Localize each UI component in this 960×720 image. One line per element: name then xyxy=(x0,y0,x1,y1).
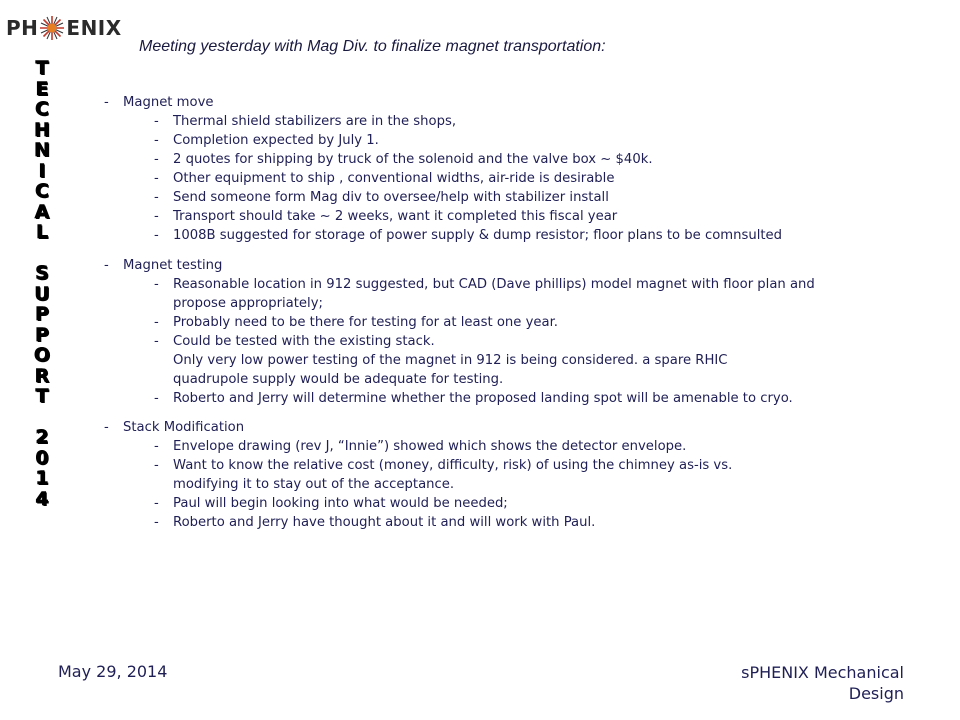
list-item-text: Envelope drawing (rev J, “Innie”) showed which shows the detector envelope. xyxy=(173,439,687,454)
bullet-dash: - xyxy=(154,314,159,330)
section-title: Stack Modification xyxy=(123,420,245,435)
footer-title-line1: sPHENIX Mechanical xyxy=(741,663,904,682)
phenix-logo xyxy=(6,14,122,42)
vertical-title-letter: I xyxy=(38,159,46,182)
bullet-dash: - xyxy=(104,257,109,273)
bullet-dash: - xyxy=(154,133,159,148)
list-item-text: Completion expected by July 1. xyxy=(173,133,379,148)
footer-date: May 29, 2014 xyxy=(58,662,168,681)
bullet-dash: - xyxy=(154,458,159,473)
list-item-continuation: propose appropriately; xyxy=(173,295,323,311)
list-item-text: Paul will begin looking into what would be needed; xyxy=(173,496,508,511)
section-title: Magnet testing xyxy=(123,257,223,273)
list-item-text: Send someone form Mag div to oversee/help with stabilizer install xyxy=(173,190,609,205)
vertical-title-letter: S xyxy=(35,262,49,284)
vertical-title-letter: U xyxy=(34,282,50,305)
section xyxy=(104,418,904,532)
footer-title xyxy=(741,662,904,704)
bullet-dash: - xyxy=(154,209,159,224)
vertical-title-gap xyxy=(22,243,62,264)
vertical-title-letter: C xyxy=(35,180,49,202)
list-item xyxy=(104,456,904,475)
list-item-text: Thermal shield stabilizers are in the shops, xyxy=(173,114,457,129)
list-item xyxy=(104,494,904,513)
section xyxy=(104,93,904,245)
list-item-text: Roberto and Jerry have thought about it and will work with Paul. xyxy=(173,515,596,530)
section-heading xyxy=(104,93,904,112)
list-item xyxy=(104,437,904,456)
bullet-dash: - xyxy=(154,171,159,186)
list-item-continuation: modifying it to stay out of the acceptance. xyxy=(173,477,455,492)
vertical-title-letter: L xyxy=(35,221,49,243)
vertical-title-letter: H xyxy=(34,118,50,141)
list-item xyxy=(104,188,904,207)
list-item-text: 2 quotes for shipping by truck of the solenoid and the valve box ~ $40k. xyxy=(173,152,653,167)
list-item xyxy=(104,112,904,131)
list-item-text: 1008B suggested for storage of power supply & dump resistor; floor plans to be comnsulted xyxy=(173,228,783,243)
list-item xyxy=(104,150,904,169)
bullet-dash: - xyxy=(154,152,159,167)
list-item xyxy=(104,275,904,294)
vertical-title-letter: 4 xyxy=(35,487,49,510)
list-item-text: Transport should take ~ 2 weeks, want it completed this fiscal year xyxy=(173,209,618,224)
bullet-dash: - xyxy=(104,95,109,110)
vertical-title-letter: 1 xyxy=(35,467,49,489)
vertical-title-letter: R xyxy=(34,364,50,387)
list-item xyxy=(104,207,904,226)
list-item-text: Could be tested with the existing stack. xyxy=(173,333,435,349)
list-item-text: Want to know the relative cost (money, difficulty, risk) of using the chimney as-is vs. xyxy=(173,458,733,473)
vertical-title-letter: C xyxy=(35,98,49,120)
bullet-dash: - xyxy=(154,496,159,511)
slide-body xyxy=(104,93,904,543)
vertical-title-letter: 0 xyxy=(35,446,49,469)
list-item-text: Other equipment to ship , conventional widths, air-ride is desirable xyxy=(173,171,615,186)
bullet-dash: - xyxy=(154,276,159,292)
bullet-dash: - xyxy=(104,420,109,435)
list-item xyxy=(104,513,904,532)
bullet-dash: - xyxy=(154,390,159,406)
list-item-text: Reasonable location in 912 suggested, but CAD (Dave phillips) model magnet with floor plan and xyxy=(173,276,815,292)
bullet-dash: - xyxy=(154,439,159,454)
section-heading xyxy=(104,418,904,437)
slide-subtitle: Meeting yesterday with Mag Div. to finalize magnet transportation: xyxy=(139,38,606,55)
vertical-title-letter: O xyxy=(33,344,51,366)
list-item xyxy=(104,332,904,351)
list-item xyxy=(104,226,904,245)
list-item-continuation: quadrupole supply would be adequate for testing. xyxy=(173,371,504,387)
vertical-title-letter: P xyxy=(35,323,49,346)
list-item xyxy=(104,389,904,408)
bullet-dash: - xyxy=(154,515,159,530)
vertical-title xyxy=(22,58,62,509)
vertical-title-letter: 2 xyxy=(35,426,49,448)
footer-title-line2: Design xyxy=(848,684,904,703)
section xyxy=(104,256,904,408)
logo-prefix: PH xyxy=(6,16,39,40)
vertical-title-gap xyxy=(22,407,62,428)
vertical-title-letter: P xyxy=(35,303,49,325)
section-heading xyxy=(104,256,904,275)
section-title: Magnet move xyxy=(123,95,214,110)
sun-star-icon xyxy=(39,15,65,41)
logo-suffix: ENIX xyxy=(66,16,122,40)
vertical-title-letter: N xyxy=(34,139,50,161)
list-item xyxy=(104,131,904,150)
list-item-text: Roberto and Jerry will determine whether the proposed landing spot will be amenable to cryo. xyxy=(173,390,793,406)
vertical-title-letter: T xyxy=(35,385,49,407)
list-item-continuation: Only very low power testing of the magnet in 912 is being considered. a spare RHIC xyxy=(173,352,728,368)
bullet-dash: - xyxy=(154,190,159,205)
list-item xyxy=(104,313,904,332)
bullet-dash: - xyxy=(154,228,159,243)
vertical-title-letter: T xyxy=(35,57,49,79)
list-item xyxy=(104,169,904,188)
list-item-text: Probably need to be there for testing for at least one year. xyxy=(173,314,558,330)
bullet-dash: - xyxy=(154,333,159,349)
vertical-title-letter: A xyxy=(34,200,50,223)
vertical-title-letter: E xyxy=(35,77,49,100)
bullet-dash: - xyxy=(154,114,159,129)
